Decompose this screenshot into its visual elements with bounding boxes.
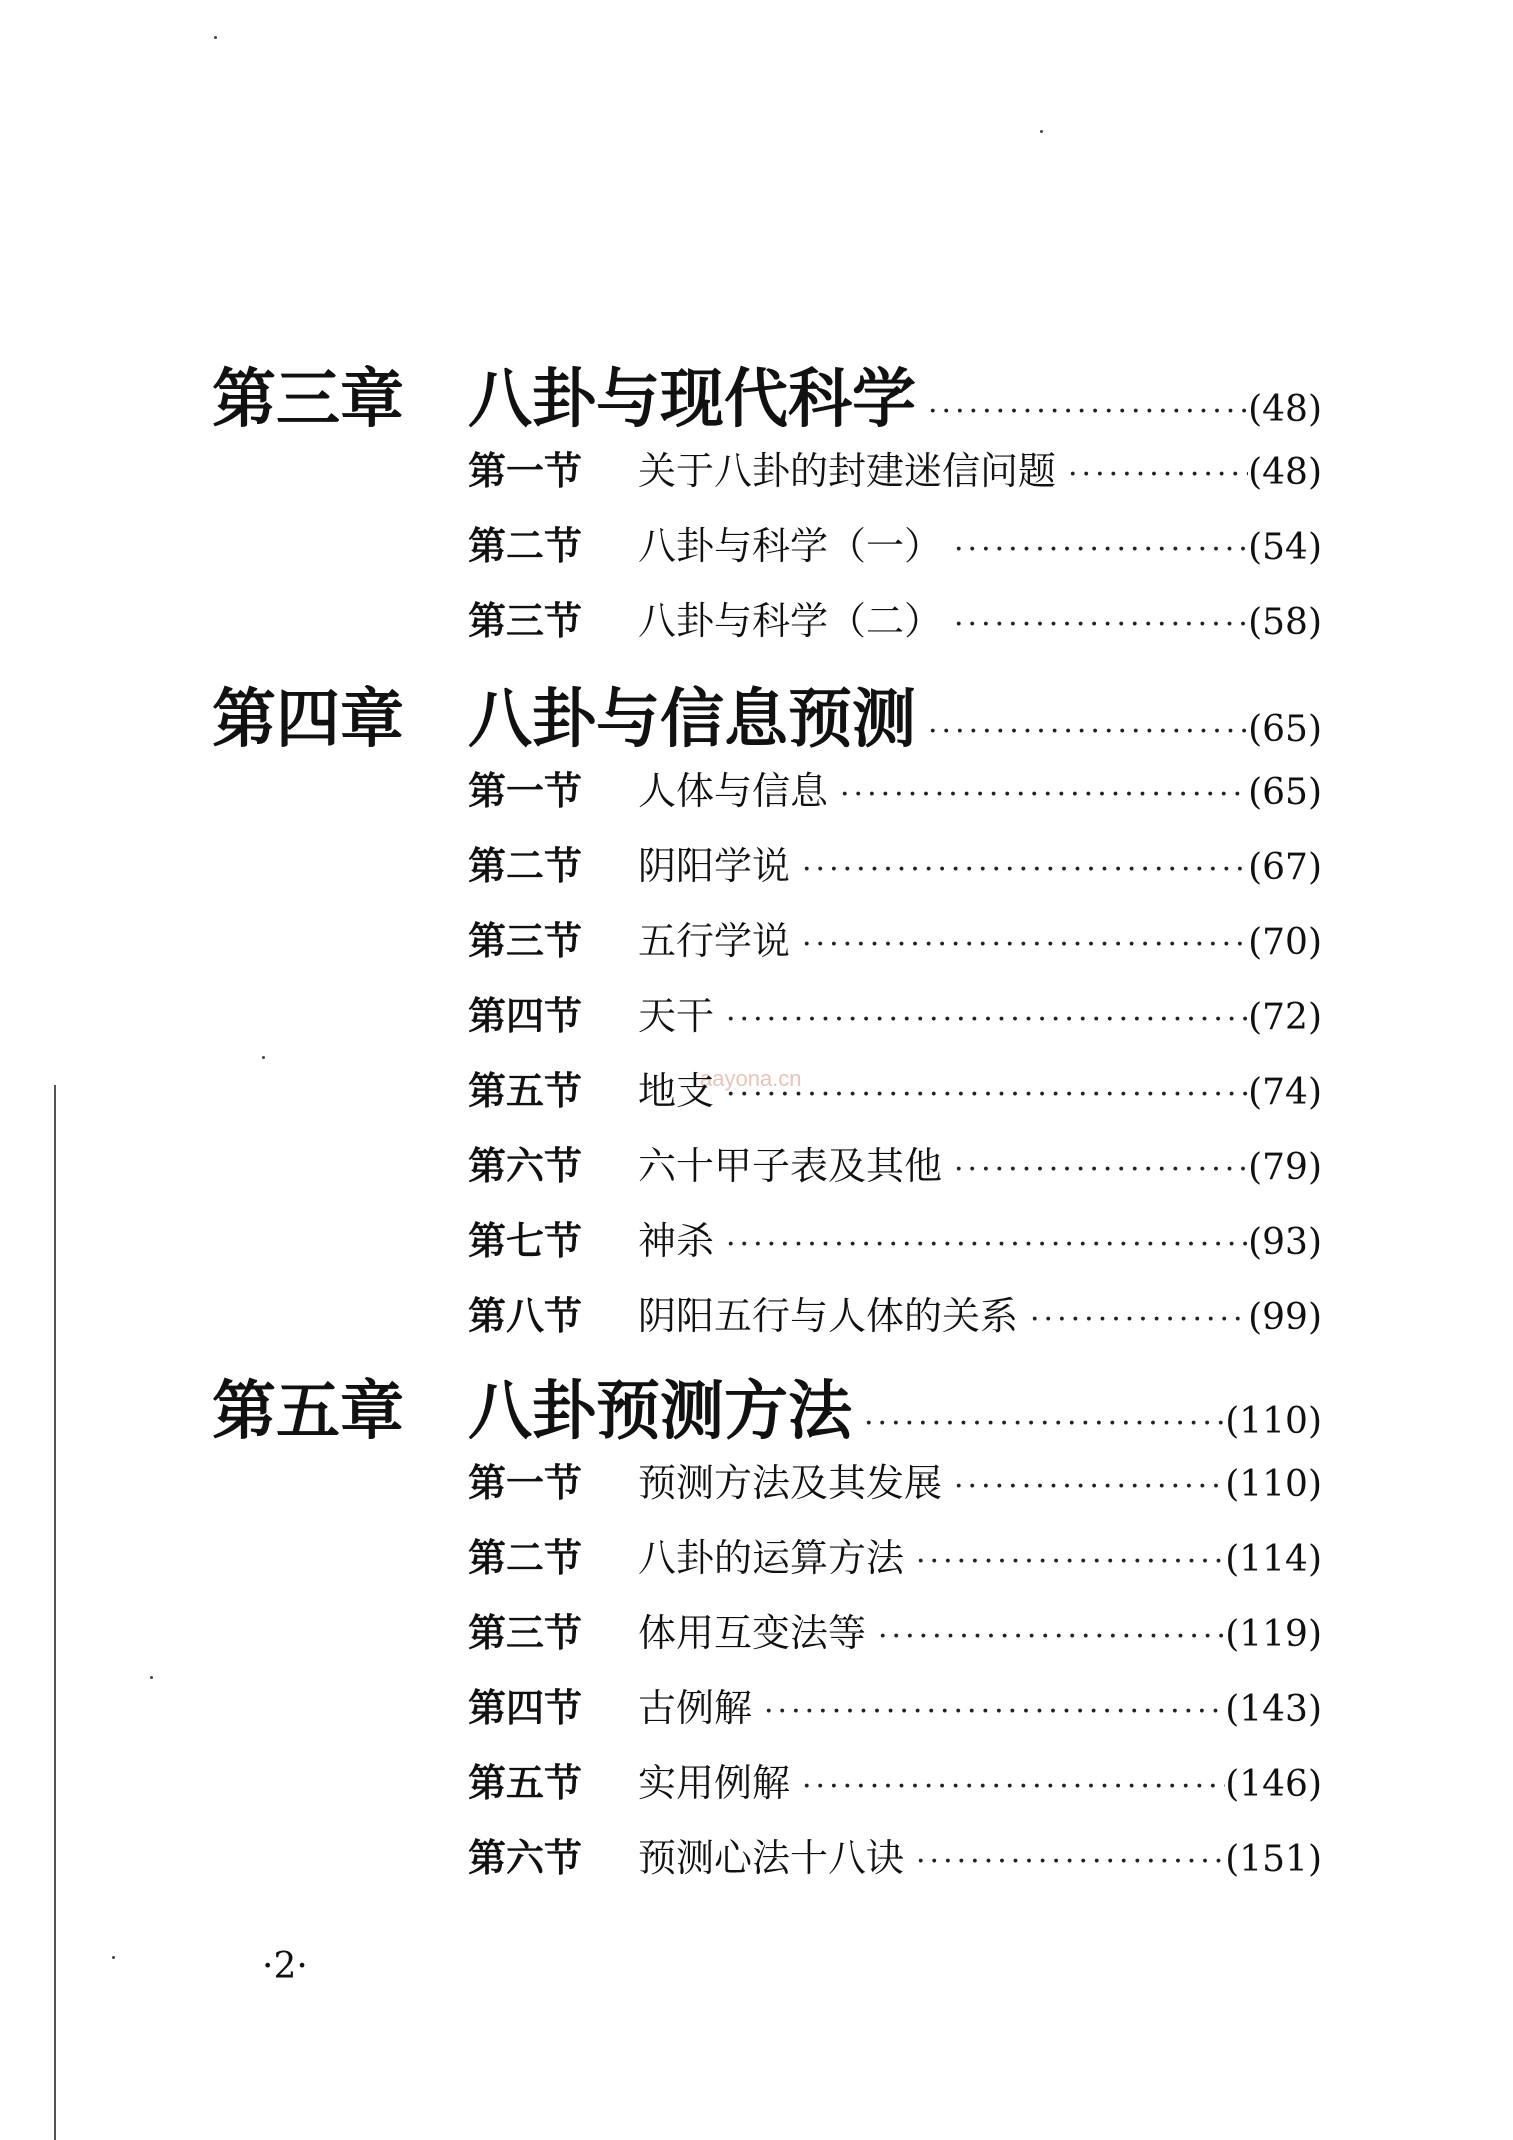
toc-section[interactable] (468, 1210, 1322, 1265)
section-label: 第三节 (468, 1611, 583, 1655)
page-reference: (93) (1248, 1222, 1322, 1263)
page-reference: (99) (1248, 1297, 1322, 1338)
chapter-title: 八卦与信息预测 (468, 683, 916, 757)
dot-leader (954, 532, 1248, 567)
page-reference: (65) (1248, 709, 1322, 750)
scan-speck (1040, 130, 1043, 133)
scan-edge-line (54, 1085, 56, 2140)
dot-leader (802, 1769, 1225, 1804)
section-title: 关于八卦的封建迷信问题 (638, 449, 1057, 493)
section-title: 天干 (638, 994, 715, 1038)
toc-chapter-3[interactable] (212, 348, 1322, 440)
dot-leader (954, 1469, 1225, 1504)
section-title: 阴阳学说 (638, 844, 791, 888)
toc-section[interactable] (468, 985, 1322, 1040)
dot-leader (928, 394, 1248, 429)
scan-speck (262, 1056, 265, 1059)
section-label: 第二节 (468, 1536, 583, 1580)
page-number-footer: ·2· (262, 1946, 308, 1987)
dot-leader (954, 1152, 1248, 1187)
toc-section[interactable] (468, 835, 1322, 890)
page-reference: (58) (1248, 602, 1322, 643)
dot-leader (864, 1406, 1225, 1441)
page-reference: (54) (1248, 527, 1322, 568)
section-label: 第三节 (468, 599, 583, 643)
dot-leader (928, 714, 1248, 749)
section-title: 神杀 (638, 1219, 715, 1263)
toc-section[interactable] (468, 1285, 1322, 1340)
section-title: 五行学说 (638, 919, 791, 963)
toc-section[interactable] (468, 1752, 1322, 1807)
toc-section[interactable] (468, 440, 1322, 495)
section-label: 第六节 (468, 1144, 583, 1188)
section-title: 八卦的运算方法 (638, 1536, 905, 1580)
toc-section[interactable] (468, 1527, 1322, 1582)
section-title: 六十甲子表及其他 (638, 1144, 943, 1188)
toc-chapter-5[interactable] (212, 1360, 1322, 1452)
chapter-label: 第三章 (212, 363, 404, 437)
toc-section[interactable] (468, 1677, 1322, 1732)
section-title: 阴阳五行与人体的关系 (638, 1294, 1019, 1338)
section-label: 第一节 (468, 449, 583, 493)
section-label: 第五节 (468, 1069, 583, 1113)
toc-section[interactable] (468, 1452, 1322, 1507)
section-label: 第四节 (468, 1686, 583, 1730)
section-label: 第二节 (468, 844, 583, 888)
page-reference: (65) (1248, 772, 1322, 813)
dot-leader (840, 777, 1248, 812)
section-label: 第七节 (468, 1219, 583, 1263)
toc-section[interactable] (468, 1602, 1322, 1657)
section-title: 古例解 (638, 1686, 753, 1730)
chapter-label: 第五章 (212, 1375, 404, 1449)
section-label: 第六节 (468, 1836, 583, 1880)
section-title: 八卦与科学（二） (638, 599, 943, 643)
chapter-label: 第四章 (212, 683, 404, 757)
section-label: 第三节 (468, 919, 583, 963)
toc-section[interactable] (468, 1060, 1322, 1115)
dot-leader (802, 927, 1248, 962)
chapter-title: 八卦与现代科学 (468, 363, 916, 437)
dot-leader (1030, 1302, 1248, 1337)
section-label: 第五节 (468, 1761, 583, 1805)
dot-leader (726, 1002, 1248, 1037)
section-label: 第四节 (468, 994, 583, 1038)
dot-leader (726, 1227, 1248, 1262)
page-reference: (151) (1225, 1839, 1322, 1880)
page-reference: (143) (1225, 1689, 1322, 1730)
toc-chapter-4[interactable] (212, 668, 1322, 760)
toc-section[interactable] (468, 1135, 1322, 1190)
page-reference: (114) (1225, 1539, 1322, 1580)
toc-section[interactable] (468, 760, 1322, 815)
section-title: 预测方法及其发展 (638, 1461, 943, 1505)
page-reference: (67) (1248, 847, 1322, 888)
page-reference: (70) (1248, 922, 1322, 963)
dot-leader (1068, 457, 1248, 492)
section-title: 地支 (638, 1069, 715, 1113)
toc-section[interactable] (468, 1827, 1322, 1882)
section-title: 预测心法十八诀 (638, 1836, 905, 1880)
page-reference: (48) (1248, 389, 1322, 430)
dot-leader (954, 607, 1248, 642)
dot-leader (764, 1694, 1225, 1729)
toc-section[interactable] (468, 910, 1322, 965)
scan-speck (150, 1676, 153, 1679)
section-title: 实用例解 (638, 1761, 791, 1805)
page-reference: (74) (1248, 1072, 1322, 1113)
section-label: 第二节 (468, 524, 583, 568)
section-label: 第八节 (468, 1294, 583, 1338)
section-label: 第一节 (468, 769, 583, 813)
dot-leader (878, 1619, 1225, 1654)
page-reference: (110) (1225, 1464, 1322, 1505)
page-reference: (79) (1248, 1147, 1322, 1188)
watermark: aayona.cn (700, 1066, 802, 1091)
dot-leader (916, 1844, 1225, 1879)
page-reference: (48) (1248, 452, 1322, 493)
section-title: 八卦与科学（一） (638, 524, 943, 568)
page-reference: (72) (1248, 997, 1322, 1038)
dot-leader (726, 1077, 1248, 1112)
section-title: 人体与信息 (638, 769, 829, 813)
dot-leader (802, 852, 1248, 887)
section-title: 体用互变法等 (638, 1611, 867, 1655)
chapter-title: 八卦预测方法 (468, 1375, 852, 1449)
page-reference: (146) (1225, 1764, 1322, 1805)
page-reference: (119) (1225, 1614, 1322, 1655)
toc-section[interactable] (468, 515, 1322, 570)
toc-section[interactable] (468, 590, 1322, 645)
scan-speck (112, 1956, 115, 1959)
dot-leader (916, 1544, 1225, 1579)
section-label: 第一节 (468, 1461, 583, 1505)
scan-speck (214, 36, 217, 39)
page-reference: (110) (1225, 1401, 1322, 1442)
